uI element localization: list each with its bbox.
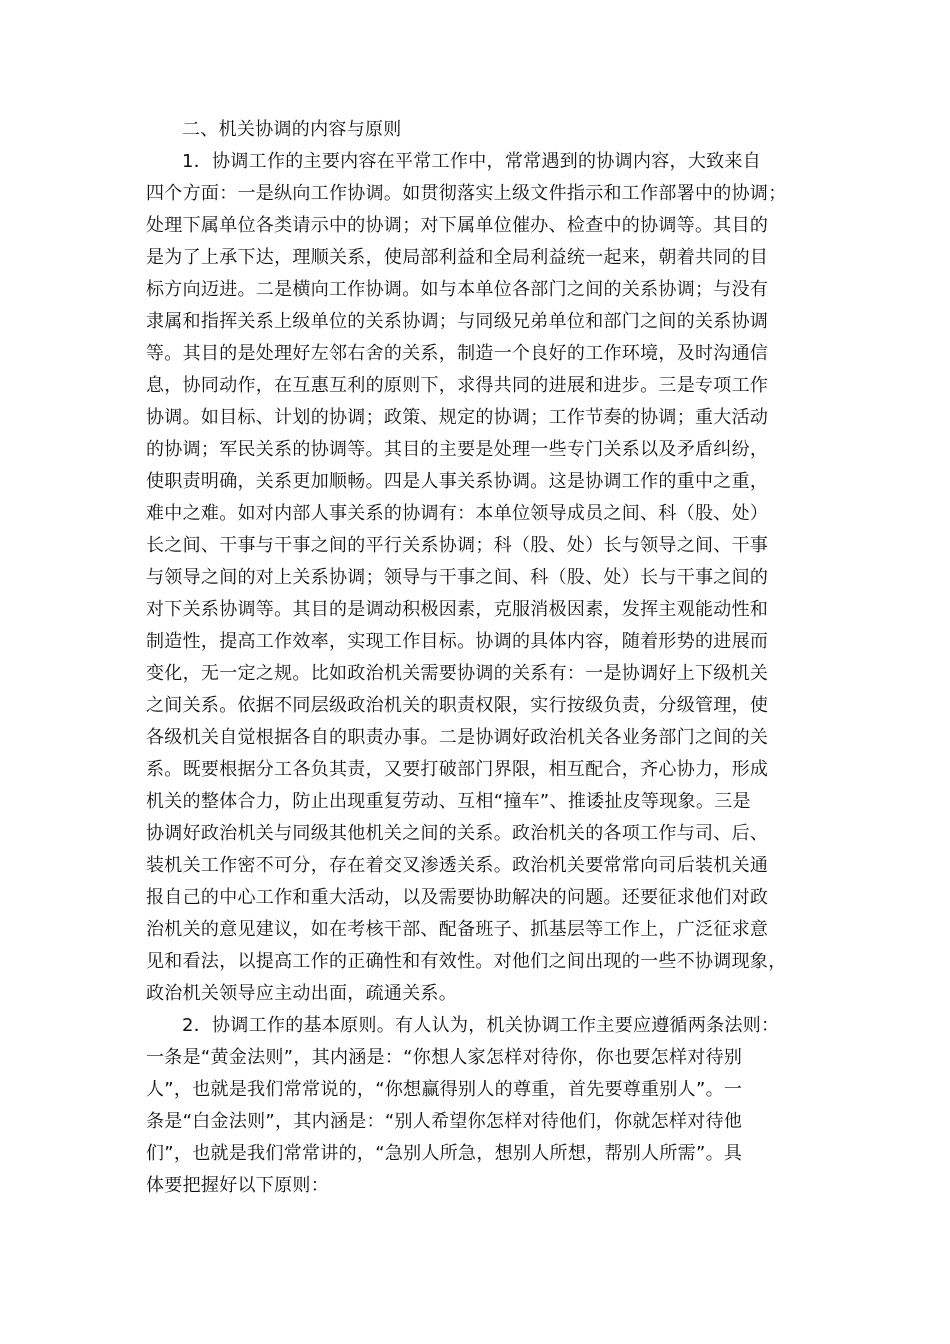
text-line: 各级机关自觉根据各自的职责办事。二是协调好政治机关各业务部门之间的关 <box>146 727 769 748</box>
text-line: 难中之难。如对内部人事关系的协调有：本单位领导成员之间、科（股、处） <box>146 503 769 524</box>
text-line: 条是“白金法则”，其内涵是：“别人希望你怎样对待他们，你就怎样对待他 <box>146 1111 743 1132</box>
text-line: 见和看法，以提高工作的正确性和有效性。对他们之间出现的一些不协调现象， <box>146 951 787 972</box>
document-page <box>146 114 806 1202</box>
text-line: 装机关工作密不可分，存在着交叉渗透关系。政治机关要常常向司后装机关通 <box>146 855 769 876</box>
text-line: 使职责明确，关系更加顺畅。四是人事关系协调。这是协调工作的重中之重， <box>146 471 769 492</box>
text-line: 与领导之间的对上关系协调；领导与干事之间、科（股、处）长与干事之间的 <box>146 567 769 588</box>
section-heading: 二、机关协调的内容与原则 <box>182 119 402 140</box>
text-line: 一条是“黄金法则”，其内涵是：“你想人家怎样对待你，你也要怎样对待别 <box>146 1047 743 1068</box>
text-line: 隶属和指挥关系上级单位的关系协调；与同级兄弟单位和部门之间的关系协调 <box>146 311 769 332</box>
text-line: 变化，无一定之规。比如政治机关需要协调的关系有：一是协调好上下级机关 <box>146 663 769 684</box>
paragraph-principles <box>146 1010 806 1202</box>
text-line: 报自己的中心工作和重大活动，以及需要协助解决的问题。还要征求他们对政 <box>146 887 769 908</box>
text-line: 协调。如目标、计划的协调；政策、规定的协调；工作节奏的协调；重大活动 <box>146 407 769 428</box>
text-line: 体要把握好以下原则： <box>146 1175 329 1196</box>
text-line: 处理下属单位各类请示中的协调；对下属单位催办、检查中的协调等。其目的 <box>146 215 769 236</box>
text-line: 的协调；军民关系的协调等。其目的主要是处理一些专门关系以及矛盾纠纷， <box>146 439 769 460</box>
text-line: 1．协调工作的主要内容在平常工作中，常常遇到的协调内容，大致来自 <box>182 151 762 172</box>
text-line: 人”，也就是我们常常说的，“你想赢得别人的尊重，首先要尊重别人”。一 <box>146 1079 743 1100</box>
text-line: 治机关的意见建议，如在考核干部、配备班子、抓基层等工作上，广泛征求意 <box>146 919 769 940</box>
text-line: 2．协调工作的基本原则。有人认为，机关协调工作主要应遵循两条法则： <box>182 1015 780 1036</box>
text-line: 们”，也就是我们常常讲的，“急别人所急，想别人所想，帮别人所需”。具 <box>146 1143 743 1164</box>
text-line: 政治机关领导应主动出面，疏通关系。 <box>146 983 458 1004</box>
text-line: 对下关系协调等。其目的是调动积极因素，克服消极因素，发挥主观能动性和 <box>146 599 769 620</box>
text-line: 制造性，提高工作效率，实现工作目标。协调的具体内容，随着形势的进展而 <box>146 631 769 652</box>
text-line: 系。既要根据分工各负其责，又要打破部门界限，相互配合，齐心协力，形成 <box>146 759 769 780</box>
text-line: 机关的整体合力，防止出现重复劳动、互相“撞车”、推诿扯皮等现象。三是 <box>146 791 751 812</box>
text-line: 四个方面：一是纵向工作协调。如贯彻落实上级文件指示和工作部署中的协调； <box>146 183 787 204</box>
paragraph-content <box>146 146 806 1010</box>
text-line: 是为了上承下达，理顺关系，使局部利益和全局利益统一起来，朝着共同的目 <box>146 247 769 268</box>
text-line: 标方向迈进。二是横向工作协调。如与本单位各部门之间的关系协调；与没有 <box>146 279 769 300</box>
text-line: 息，协同动作，在互惠互利的原则下，求得共同的进展和进步。三是专项工作 <box>146 375 769 396</box>
text-line: 等。其目的是处理好左邻右舍的关系，制造一个良好的工作环境，及时沟通信 <box>146 343 769 364</box>
text-line: 长之间、干事与干事之间的平行关系协调；科（股、处）长与领导之间、干事 <box>146 535 769 556</box>
text-line: 之间关系。依据不同层级政治机关的职责权限，实行按级负责，分级管理，使 <box>146 695 769 716</box>
text-line: 协调好政治机关与同级其他机关之间的关系。政治机关的各项工作与司、后、 <box>146 823 769 844</box>
